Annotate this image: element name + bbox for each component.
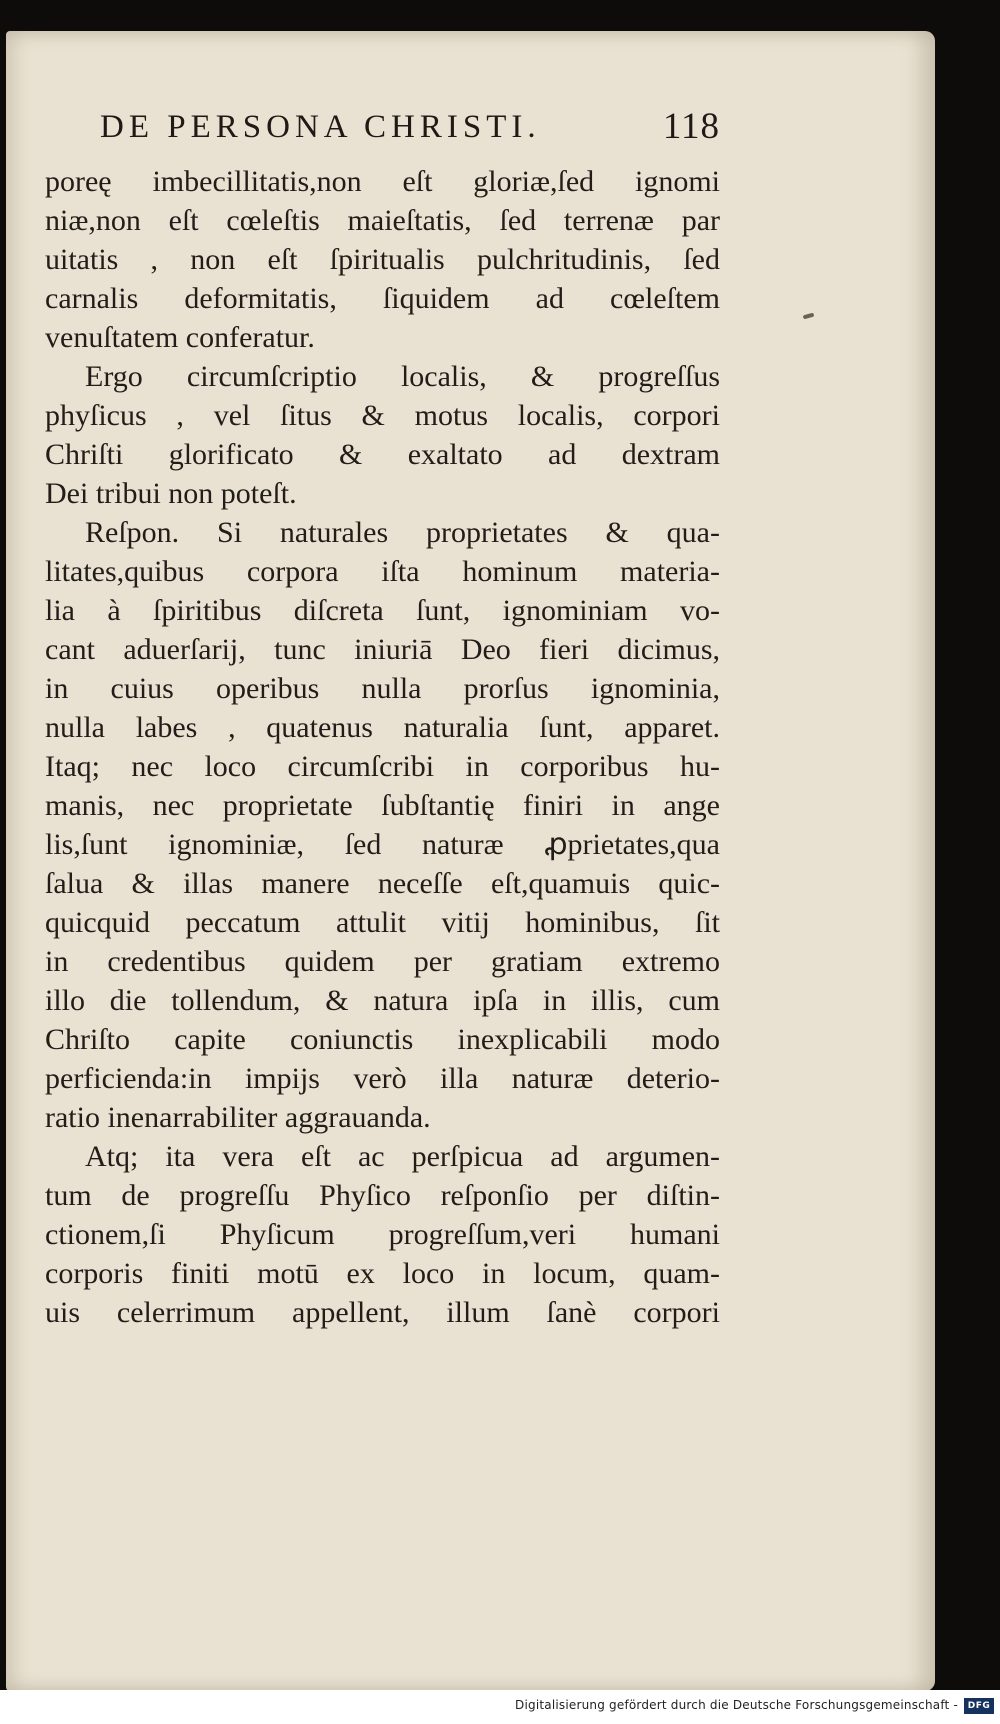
text-line: corporis finiti motū ex loco in locum, quam- — [45, 1257, 720, 1290]
text-line: in cuius operibus nulla prorſus ignominia, — [45, 672, 720, 705]
text-line: lis,ſunt ignominiæ, ſed naturæ ꝓprietates,qua — [45, 828, 720, 861]
page-number: 118 — [662, 106, 720, 147]
text-line: Chriſto capite coniunctis inexplicabili modo — [45, 1023, 720, 1056]
body-text — [45, 162, 720, 1332]
text-line: illo die tollendum, & natura ipſa in illis, cum — [45, 984, 720, 1017]
text-line: litates,quibus corpora iſta hominum materia- — [45, 555, 720, 588]
text-line: Chriſti glorificato & exaltato ad dextram — [45, 438, 720, 471]
text-line: poreę imbecillitatis,non eſt gloriæ,ſed ignomi — [45, 165, 720, 198]
text-line: Itaq; nec loco circumſcribi in corporibus hu- — [45, 750, 720, 783]
text-line: in credentibus quidem per gratiam extremo — [45, 945, 720, 978]
text-line: venuſtatem conferatur. — [45, 321, 315, 354]
text-line: perficienda:in impijs verò illa naturæ deterio- — [45, 1062, 720, 1095]
text-line: cant aduerſarij, tunc iniuriā Deo fieri dicimus, — [45, 633, 720, 666]
dfg-logo: DFG — [964, 1698, 994, 1714]
text-line: niæ,non eſt cœleſtis maieſtatis, ſed terrenæ par — [45, 204, 720, 237]
running-title: DE PERSONA CHRISTI. — [100, 109, 541, 145]
text-line: Reſpon. Si naturales proprietates & qua- — [85, 516, 720, 549]
text-line: Atq; ita vera eſt ac perſpicua ad argumen- — [85, 1140, 720, 1173]
page-header — [100, 105, 720, 157]
text-line: ſalua & illas manere neceſſe eſt,quamuis quic- — [45, 867, 720, 900]
text-line: phyſicus , vel ſitus & motus localis, corpori — [45, 399, 720, 432]
text-line: Ergo circumſcriptio localis, & progreſſus — [85, 360, 720, 393]
text-line: manis, nec proprietate ſubſtantię finiri in ange — [45, 789, 720, 822]
paragraph-4 — [45, 1137, 720, 1332]
funding-credit: Digitalisierung gefördert durch die Deutsche Forschungsgemeinschaft - — [515, 1698, 958, 1712]
paragraph-3 — [45, 513, 720, 1137]
digitization-footer — [0, 1690, 1000, 1724]
text-line: lia à ſpiritibus diſcreta ſunt, ignominiam vo- — [45, 594, 720, 627]
text-line: tum de progreſſu Phyſico reſponſio per diſtin- — [45, 1179, 720, 1212]
text-line: ratio inenarrabiliter aggrauanda. — [45, 1101, 431, 1134]
text-line: uitatis , non eſt ſpiritualis pulchritudinis, ſed — [45, 243, 720, 276]
paragraph-1 — [45, 162, 720, 357]
text-line: uis celerrimum appellent, illum ſanè corpori — [45, 1296, 720, 1329]
text-line: ctionem,ſi Phyſicum progreſſum,veri humani — [45, 1218, 720, 1251]
text-line: Dei tribui non poteſt. — [45, 477, 297, 510]
paragraph-2 — [45, 357, 720, 513]
text-line: quicquid peccatum attulit vitij hominibus, ſit — [45, 906, 720, 939]
text-line: nulla labes , quatenus naturalia ſunt, apparet. — [45, 711, 720, 744]
text-line: carnalis deformitatis, ſiquidem ad cœleſtem — [45, 282, 720, 315]
